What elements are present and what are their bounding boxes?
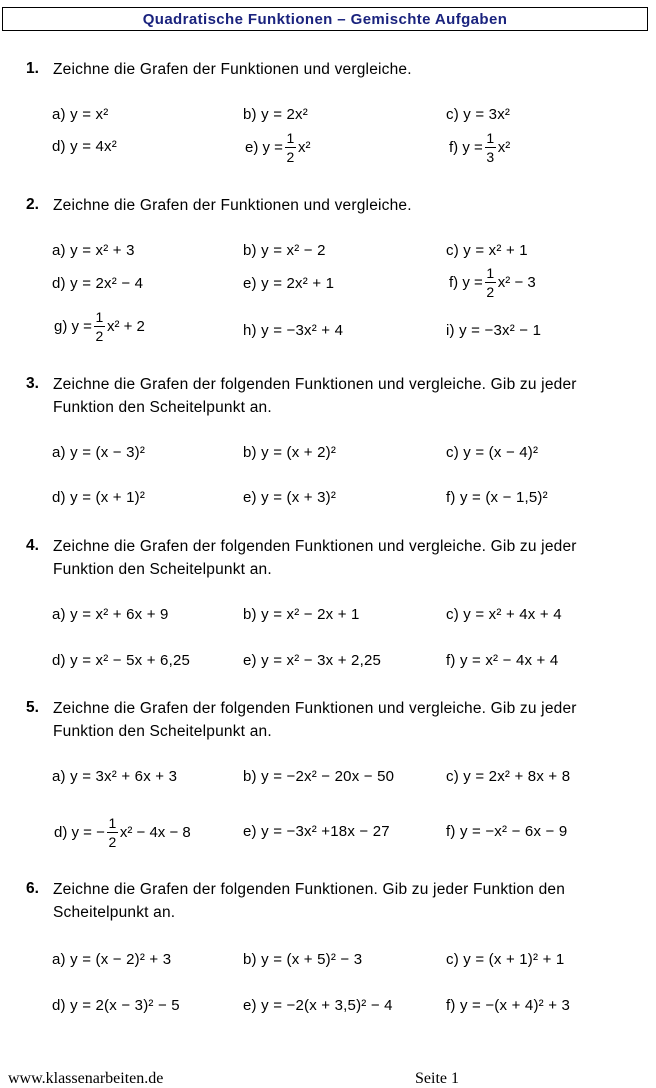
- exercise-2-instruction: Zeichne die Grafen der Funktionen und vergleiche.: [53, 197, 412, 214]
- footer-website: www.klassenarbeiten.de: [8, 1070, 164, 1087]
- exercise-2-task-b: b) y = x² − 2: [243, 242, 326, 259]
- exercise-3-instruction: Zeichne die Grafen der folgenden Funktionen und vergleiche. Gib zu jeder Funktion den Scheitelpunkt an.: [53, 376, 577, 416]
- exercise-6-task-d: d) y = 2(x − 3)² − 5: [52, 997, 180, 1014]
- exercise-4-task-a: a) y = x² + 6x + 9: [52, 606, 169, 623]
- exercise-5-task-e: e) y = −3x² +18x − 27: [243, 823, 390, 840]
- exercise-6-task-e: e) y = −2(x + 3,5)² − 4: [243, 997, 393, 1014]
- exercise-6-task-b: b) y = (x + 5)² − 3: [243, 951, 363, 968]
- fraction: 1 2: [108, 815, 117, 850]
- exercise-5-task-a: a) y = 3x² + 6x + 3: [52, 768, 178, 785]
- exercise-4-task-d: d) y = x² − 5x + 6,25: [52, 652, 191, 669]
- exercise-2-task-e: e) y = 2x² + 1: [243, 275, 335, 292]
- exercise-2-task-f: f) y = 1 2 x² − 3: [449, 265, 536, 300]
- exercise-1-task-a: a) y = x²: [52, 106, 109, 123]
- exercise-2-task-d: d) y = 2x² − 4: [52, 275, 144, 292]
- exercise-3-task-d: d) y = (x + 1)²: [52, 489, 146, 506]
- exercise-1-task-d: d) y = 4x²: [52, 138, 117, 155]
- exercise-1-number: 1.: [26, 60, 39, 77]
- footer-page-number: Seite 1: [415, 1070, 459, 1087]
- exercise-4-instruction: Zeichne die Grafen der folgenden Funktionen und vergleiche. Gib zu jeder Funktion den Scheitelpunkt an.: [53, 538, 577, 578]
- fraction: 1 2: [486, 265, 495, 300]
- exercise-1-task-f: f) y = 1 3 x²: [449, 130, 511, 165]
- exercise-3-task-b: b) y = (x + 2)²: [243, 444, 337, 461]
- exercise-1-task-e: e) y = 1 2 x²: [245, 130, 311, 165]
- exercise-1-task-c: c) y = 3x²: [446, 106, 511, 123]
- exercise-6-number: 6.: [26, 880, 39, 897]
- exercise-2-task-a: a) y = x² + 3: [52, 242, 135, 259]
- exercise-4-task-b: b) y = x² − 2x + 1: [243, 606, 360, 623]
- page-title: Quadratische Funktionen – Gemischte Aufgaben: [2, 7, 648, 31]
- exercise-4-number: 4.: [26, 537, 39, 554]
- exercise-5-task-f: f) y = −x² − 6x − 9: [446, 823, 568, 840]
- exercise-5-number: 5.: [26, 699, 39, 716]
- exercise-2-task-c: c) y = x² + 1: [446, 242, 528, 259]
- exercise-3-task-e: e) y = (x + 3)²: [243, 489, 337, 506]
- exercise-5-task-b: b) y = −2x² − 20x − 50: [243, 768, 395, 785]
- exercise-3-task-c: c) y = (x − 4)²: [446, 444, 539, 461]
- exercise-5-instruction: Zeichne die Grafen der folgenden Funktionen und vergleiche. Gib zu jeder Funktion den Scheitelpunkt an.: [53, 700, 577, 740]
- exercise-2-number: 2.: [26, 196, 39, 213]
- exercise-6-task-a: a) y = (x − 2)² + 3: [52, 951, 172, 968]
- exercise-4-task-e: e) y = x² − 3x + 2,25: [243, 652, 382, 669]
- exercise-3-task-a: a) y = (x − 3)²: [52, 444, 146, 461]
- exercise-2-task-g: g) y = 1 2 x² + 2: [54, 309, 145, 344]
- exercise-5-task-c: c) y = 2x² + 8x + 8: [446, 768, 571, 785]
- exercise-6-task-f: f) y = −(x + 4)² + 3: [446, 997, 571, 1014]
- exercise-2-task-h: h) y = −3x² + 4: [243, 322, 344, 339]
- exercise-3-task-f: f) y = (x − 1,5)²: [446, 489, 548, 506]
- exercise-6-instruction: Zeichne die Grafen der folgenden Funktionen. Gib zu jeder Funktion den Scheitelpunkt an.: [53, 881, 566, 921]
- exercise-3-number: 3.: [26, 375, 39, 392]
- exercise-1-instruction: Zeichne die Grafen der Funktionen und vergleiche.: [53, 61, 412, 78]
- exercise-6-task-c: c) y = (x + 1)² + 1: [446, 951, 565, 968]
- exercise-2-task-i: i) y = −3x² − 1: [446, 322, 542, 339]
- exercise-5-task-d: d) y = − 1 2 x² − 4x − 8: [54, 815, 191, 850]
- exercise-4-task-c: c) y = x² + 4x + 4: [446, 606, 562, 623]
- fraction: 1 3: [486, 130, 495, 165]
- exercise-4-task-f: f) y = x² − 4x + 4: [446, 652, 559, 669]
- fraction: 1 2: [286, 130, 295, 165]
- exercise-1-task-b: b) y = 2x²: [243, 106, 308, 123]
- fraction: 1 2: [95, 309, 104, 344]
